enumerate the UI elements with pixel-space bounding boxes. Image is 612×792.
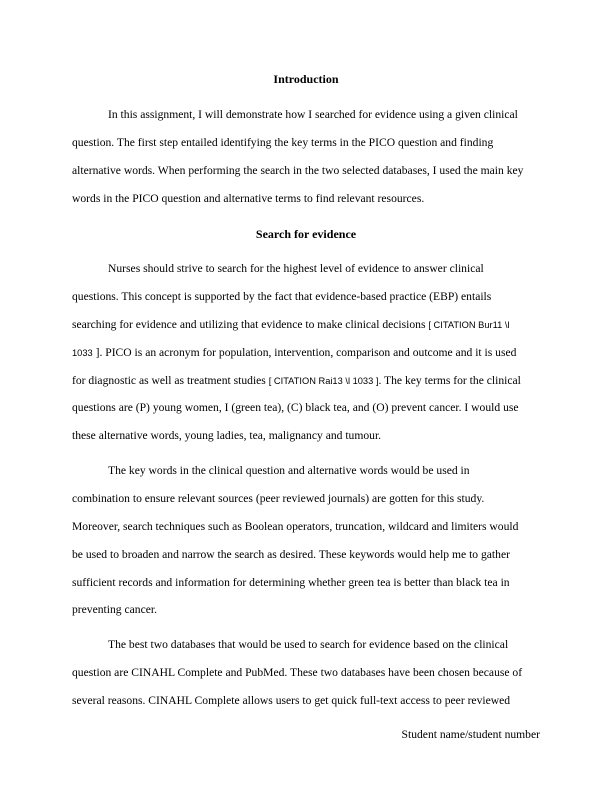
citation-bur11: [ CITATION Bur11 \l	[428, 319, 510, 330]
paragraph-line: be used to broaden and narrow the search as desired. These keywords would help me to gather	[72, 547, 510, 561]
paragraph-line: In this assignment, I will demonstrate how I searched for evidence using a given clinical	[108, 108, 518, 121]
paragraph-line: combination to ensure relevant sources (peer reviewed journals) are gotten for this study.	[72, 491, 485, 505]
text-segment: for diagnostic as well as treatment studies	[72, 373, 269, 387]
paragraph-line: these alternative words, young ladies, tea, malignancy and tumour.	[72, 429, 382, 443]
paragraph-line: preventing cancer.	[72, 603, 157, 617]
paragraph-line	[72, 367, 542, 395]
paragraph-line: The best two databases that would be used to search for evidence based on the clinical	[108, 638, 509, 651]
paragraph-line: Moreover, search techniques such as Boolean operators, truncation, wildcard and limiters would	[72, 519, 519, 533]
paragraph-line: questions are (P) young women, I (green tea), (C) black tea, and (O) prevent cancer. I would use	[72, 401, 519, 415]
text-segment: . The key terms for the clinical	[378, 373, 521, 387]
footer-student-info: Student name/student number	[401, 728, 540, 741]
paragraph-introduction	[72, 101, 542, 213]
text-segment: ]. PICO is an acronym for population, intervention, comparison and outcome and it is used	[92, 345, 517, 359]
paragraph-search-1	[72, 255, 542, 450]
heading-search-for-evidence: Search for evidence	[255, 227, 357, 241]
paragraph-search-3	[72, 631, 542, 715]
citation-bur11-continued: 1033	[72, 347, 93, 358]
paragraph-line: words in the PICO question and alternative terms to find relevant resources.	[72, 191, 425, 205]
paragraph-search-2	[72, 457, 542, 624]
paragraph-line: The key words in the clinical question and alternative words would be used in	[108, 464, 470, 477]
paragraph-line: sufficient records and information for determining whether green tea is better than black tea in	[72, 575, 510, 589]
citation-rai13: [ CITATION Rai13 \l 1033 ]	[268, 375, 379, 386]
paragraph-line: question. The first step entailed identifying the key terms in the PICO question and finding	[72, 135, 494, 149]
paragraph-line: several reasons. CINAHL Complete allows users to get quick full-text access to peer reviewed	[72, 693, 511, 707]
paragraph-line	[72, 339, 542, 367]
paragraph-line: question are CINAHL Complete and PubMed. These two databases have been chosen because of	[72, 665, 523, 679]
paragraph-line: questions. This concept is supported by the fact that evidence-based practice (EBP) entails	[72, 289, 492, 303]
paragraph-line	[72, 311, 542, 339]
paragraph-line: alternative words. When performing the search in the two selected databases, I used the main key	[72, 163, 524, 177]
heading-introduction: Introduction	[273, 72, 339, 86]
text-segment: searching for evidence and utilizing that evidence to make clinical decisions	[72, 317, 429, 331]
paragraph-line: Nurses should strive to search for the highest level of evidence to answer clinical	[108, 262, 484, 275]
